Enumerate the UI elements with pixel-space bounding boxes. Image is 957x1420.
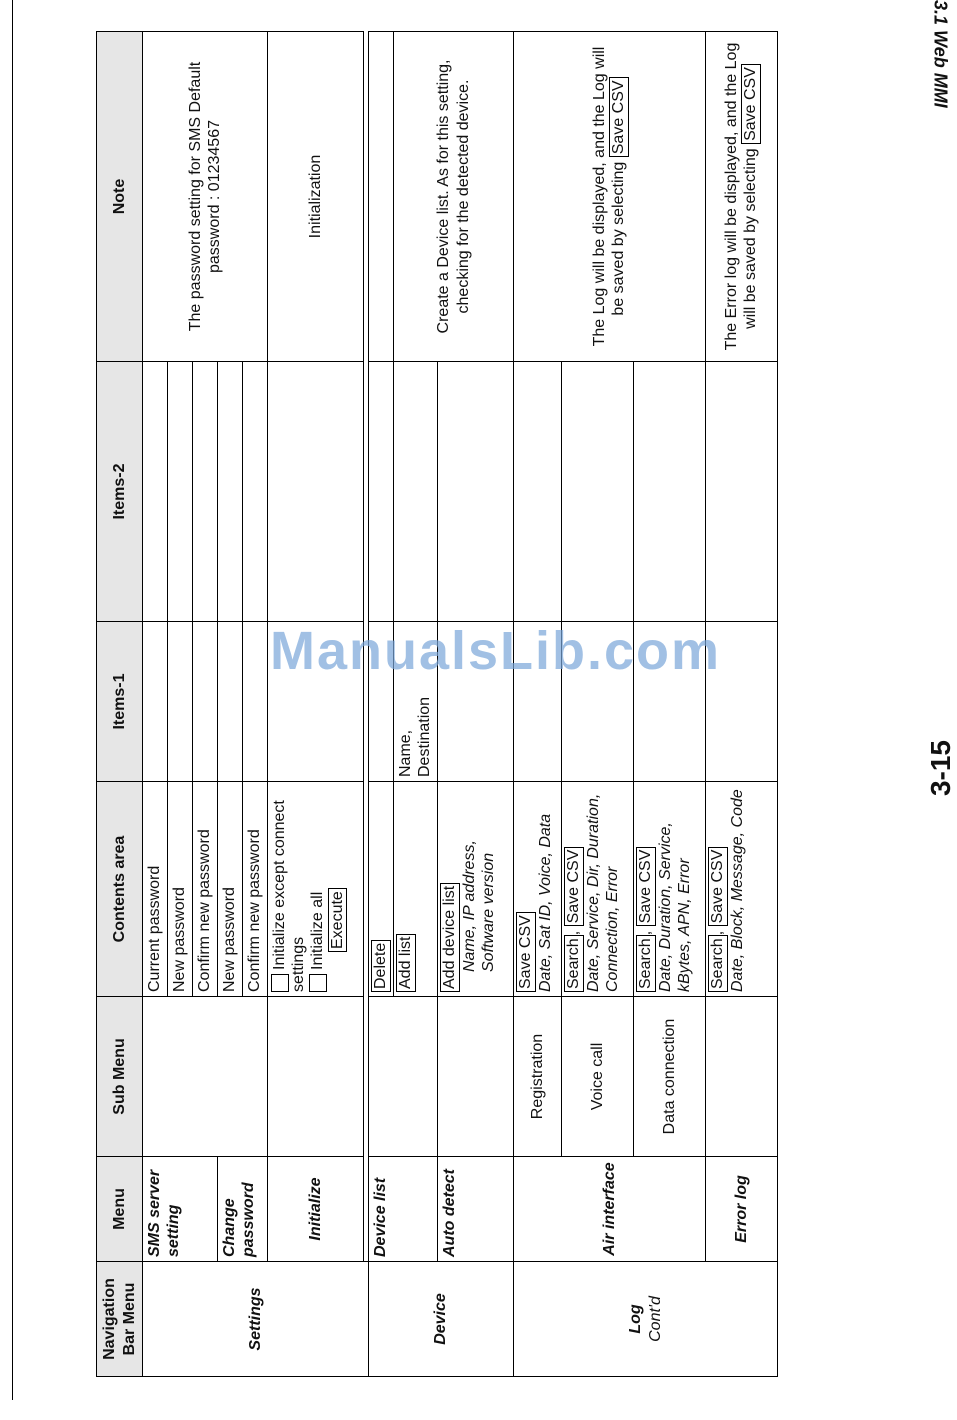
input-new-password-2[interactable] — [218, 622, 243, 782]
sub-initialize-empty — [268, 997, 364, 1157]
input-new-password[interactable] — [168, 622, 193, 782]
nav-log-label: Log — [627, 1304, 645, 1334]
nav-settings: Settings — [143, 1262, 369, 1377]
error-note-text: The Error log will be displayed, and the Log will be saved by selecting — [723, 42, 760, 351]
note-initialize: Initialization — [268, 32, 364, 362]
search-button[interactable]: Search — [636, 935, 656, 992]
menu-table — [96, 31, 778, 1377]
sub-settings-empty — [143, 997, 268, 1157]
reg-fields: Date, Sat ID, Voice, Data — [536, 813, 554, 992]
note-empty — [369, 32, 394, 362]
save-csv-button[interactable]: Save CSV — [636, 847, 656, 927]
save-csv-button[interactable]: Save CSV — [516, 912, 536, 992]
note-save-csv: Save CSV — [741, 64, 761, 144]
contents-current-password: Current password — [143, 782, 168, 997]
contents-initialize — [268, 782, 364, 997]
init-except-label: Initialize except connect settings — [271, 800, 308, 992]
contents-error: Search, Save CSV Date, Block, Message, Code — [706, 782, 778, 997]
items2-empty — [168, 362, 193, 622]
execute-button[interactable]: Execute — [328, 888, 348, 952]
page-number: 3-15 — [925, 740, 956, 797]
contents-registration — [514, 782, 562, 997]
voice-fields: Date, Service, Dir, Duration, Connection, Error — [584, 793, 621, 992]
header-nav: Navigation Bar Menu — [97, 1262, 143, 1377]
contents-new-password: New password — [168, 782, 193, 997]
note-air — [514, 32, 706, 362]
checkbox-init-except[interactable] — [271, 974, 289, 992]
sub-error-empty — [706, 997, 778, 1157]
items2-empty — [634, 362, 706, 622]
sub-device-empty — [369, 997, 438, 1157]
checkbox-init-all[interactable] — [309, 974, 327, 992]
nav-device: Device — [369, 1262, 514, 1377]
watermark: ManualsLib.com — [270, 621, 722, 681]
contents-new-password-2: New password — [218, 782, 243, 997]
nav-log-contd: Cont'd — [646, 1296, 664, 1342]
contents-voice: Search, Save CSV Date, Service, Dir, Duration, Connection, Error — [562, 782, 634, 997]
delete-button[interactable]: Delete — [371, 940, 391, 992]
items2-empty — [562, 362, 634, 622]
item-destination: Destination — [416, 696, 434, 777]
menu-sms-server: SMS server setting — [143, 1157, 218, 1262]
input-confirm-password[interactable] — [193, 622, 218, 782]
left-rule — [12, 0, 13, 1400]
items2-empty — [514, 362, 562, 622]
error-fields: Date, Block, Message, Code — [728, 789, 746, 992]
search-button[interactable]: Search — [708, 935, 728, 992]
header-items2: Items-2 — [97, 362, 143, 622]
menu-air-interface: Air interface — [514, 1157, 706, 1262]
sub-data-connection: Data connection — [634, 997, 706, 1157]
sub-auto-empty — [438, 997, 514, 1157]
items2-empty — [369, 362, 394, 622]
save-csv-button[interactable]: Save CSV — [564, 847, 584, 927]
menu-device-list: Device list — [369, 1157, 438, 1262]
menu-change-password: Change password — [218, 1157, 268, 1262]
note-auto-detect: Create a Device list. As for this setting, checking for the detected device. — [394, 32, 514, 362]
nav-log — [514, 1262, 778, 1377]
header-submenu: Sub Menu — [97, 997, 143, 1157]
sub-voice-call: Voice call — [562, 997, 634, 1157]
item-name: Name, — [397, 729, 414, 777]
contents-add-device-list — [438, 782, 514, 997]
air-note-text: The Log will be displayed, and the Log will be saved by selecting — [591, 46, 628, 347]
page-header: 3.1 Web MMI — [930, 0, 951, 108]
items2-empty — [706, 362, 778, 622]
contents-confirm-password-2: Confirm new password — [243, 782, 268, 997]
save-csv-button[interactable]: Save CSV — [708, 847, 728, 927]
search-button[interactable]: Search — [564, 935, 584, 992]
contents-confirm-password: Confirm new password — [193, 782, 218, 997]
items2-empty — [143, 362, 168, 622]
menu-auto-detect: Auto detect — [438, 1157, 514, 1262]
menu-initialize: Initialize — [268, 1157, 364, 1262]
items2-empty — [218, 362, 243, 622]
contents-add-list — [394, 782, 438, 997]
header-contents: Contents area — [97, 782, 143, 997]
init-all-label: Initialize all — [309, 891, 327, 970]
contents-data: Search, Save CSV Date, Duration, Service, kBytes, APN, Error — [634, 782, 706, 997]
note-sms: The password setting for SMS Default password : 01234567 — [143, 32, 268, 362]
items2-empty — [268, 362, 364, 622]
rotated-table-container — [96, 32, 778, 1377]
header-note: Note — [97, 32, 143, 362]
add-device-list-button[interactable]: Add device list — [440, 883, 460, 992]
sub-registration: Registration — [514, 997, 562, 1157]
items2-empty — [193, 362, 218, 622]
input-confirm-password-2[interactable] — [243, 622, 268, 782]
items2-empty — [438, 362, 514, 622]
contents-delete — [369, 782, 394, 997]
items2-empty — [243, 362, 268, 622]
note-error — [706, 32, 778, 362]
note-save-csv: Save CSV — [609, 77, 629, 157]
header-items1: Items-1 — [97, 622, 143, 782]
items2-empty — [394, 362, 438, 622]
header-menu: Menu — [97, 1157, 143, 1262]
menu-error-log: Error log — [706, 1157, 778, 1262]
auto-detect-fields: Name, IP address, Software version — [460, 840, 497, 972]
add-list-button[interactable]: Add list — [396, 934, 416, 992]
data-fields: Date, Duration, Service, kBytes, APN, Error — [656, 822, 693, 992]
input-current-password[interactable] — [143, 622, 168, 782]
